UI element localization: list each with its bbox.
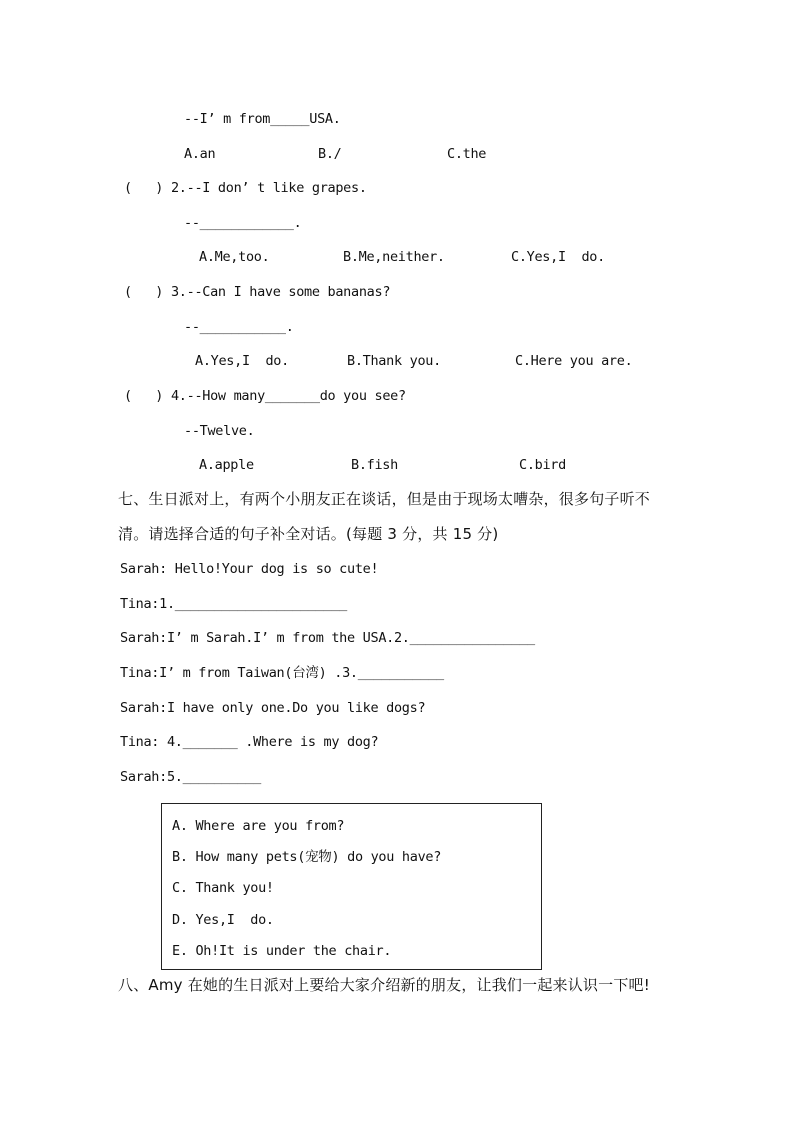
choice-a: A. Where are you from? [172,818,345,834]
q1-option-c: C.the [447,146,487,162]
dialog-line-5: Sarah:I have only one.Do you like dogs? [120,700,426,716]
dialog-line-1: Sarah: Hello!Your dog is so cute! [120,561,379,577]
q3-option-a: A.Yes,I do. [195,353,289,369]
choice-d: D. Yes,I do. [172,912,274,928]
q1-answer-line: --I’ m from_____USA. [184,111,341,127]
q4-question: ( ) 4.--How many_______do you see? [124,388,406,404]
q4-option-c: C.bird [519,457,566,473]
q4-option-a: A.apple [199,457,254,473]
dialog-line-4: Tina:I’ m from Taiwan(台湾) .3.___________ [120,665,444,681]
q4-option-b: B.fish [351,457,398,473]
q2-question: ( ) 2.--I don’ t like grapes. [124,180,367,196]
q1-option-a: A.an [184,146,216,162]
section8-heading: 八、Amy 在她的生日派对上要给大家介绍新的朋友，让我们一起来认识一下吧! [118,976,650,994]
q1-option-b: B./ [318,146,342,162]
q2-option-c: C.Yes,I do. [511,249,605,265]
dialog-line-2: Tina:1.______________________ [120,596,348,612]
q4-answer-line: --Twelve. [184,423,255,439]
q3-question: ( ) 3.--Can I have some bananas? [124,284,391,300]
choice-e: E. Oh!It is under the chair. [172,943,392,959]
q3-option-c: C.Here you are. [515,353,633,369]
q2-answer-line: --____________. [184,215,302,231]
dialog-line-6: Tina: 4._______ .Where is my dog? [120,734,379,750]
choice-b: B. How many pets(宠物) do you have? [172,849,442,865]
dialog-line-7: Sarah:5.__________ [120,769,261,785]
q2-option-b: B.Me,neither. [343,249,445,265]
choice-c: C. Thank you! [172,880,274,896]
section7-heading-line2: 清。请选择合适的句子补全对话。(每题 3 分，共 15 分) [118,525,499,543]
dialog-line-3: Sarah:I’ m Sarah.I’ m from the USA.2.________________ [120,630,535,646]
q3-option-b: B.Thank you. [347,353,441,369]
section7-heading-line1: 七、生日派对上，有两个小朋友正在谈话，但是由于现场太嘈杂，很多句子听不 [118,490,651,508]
q3-answer-line: --___________. [184,319,294,335]
q2-option-a: A.Me,too. [199,249,270,265]
